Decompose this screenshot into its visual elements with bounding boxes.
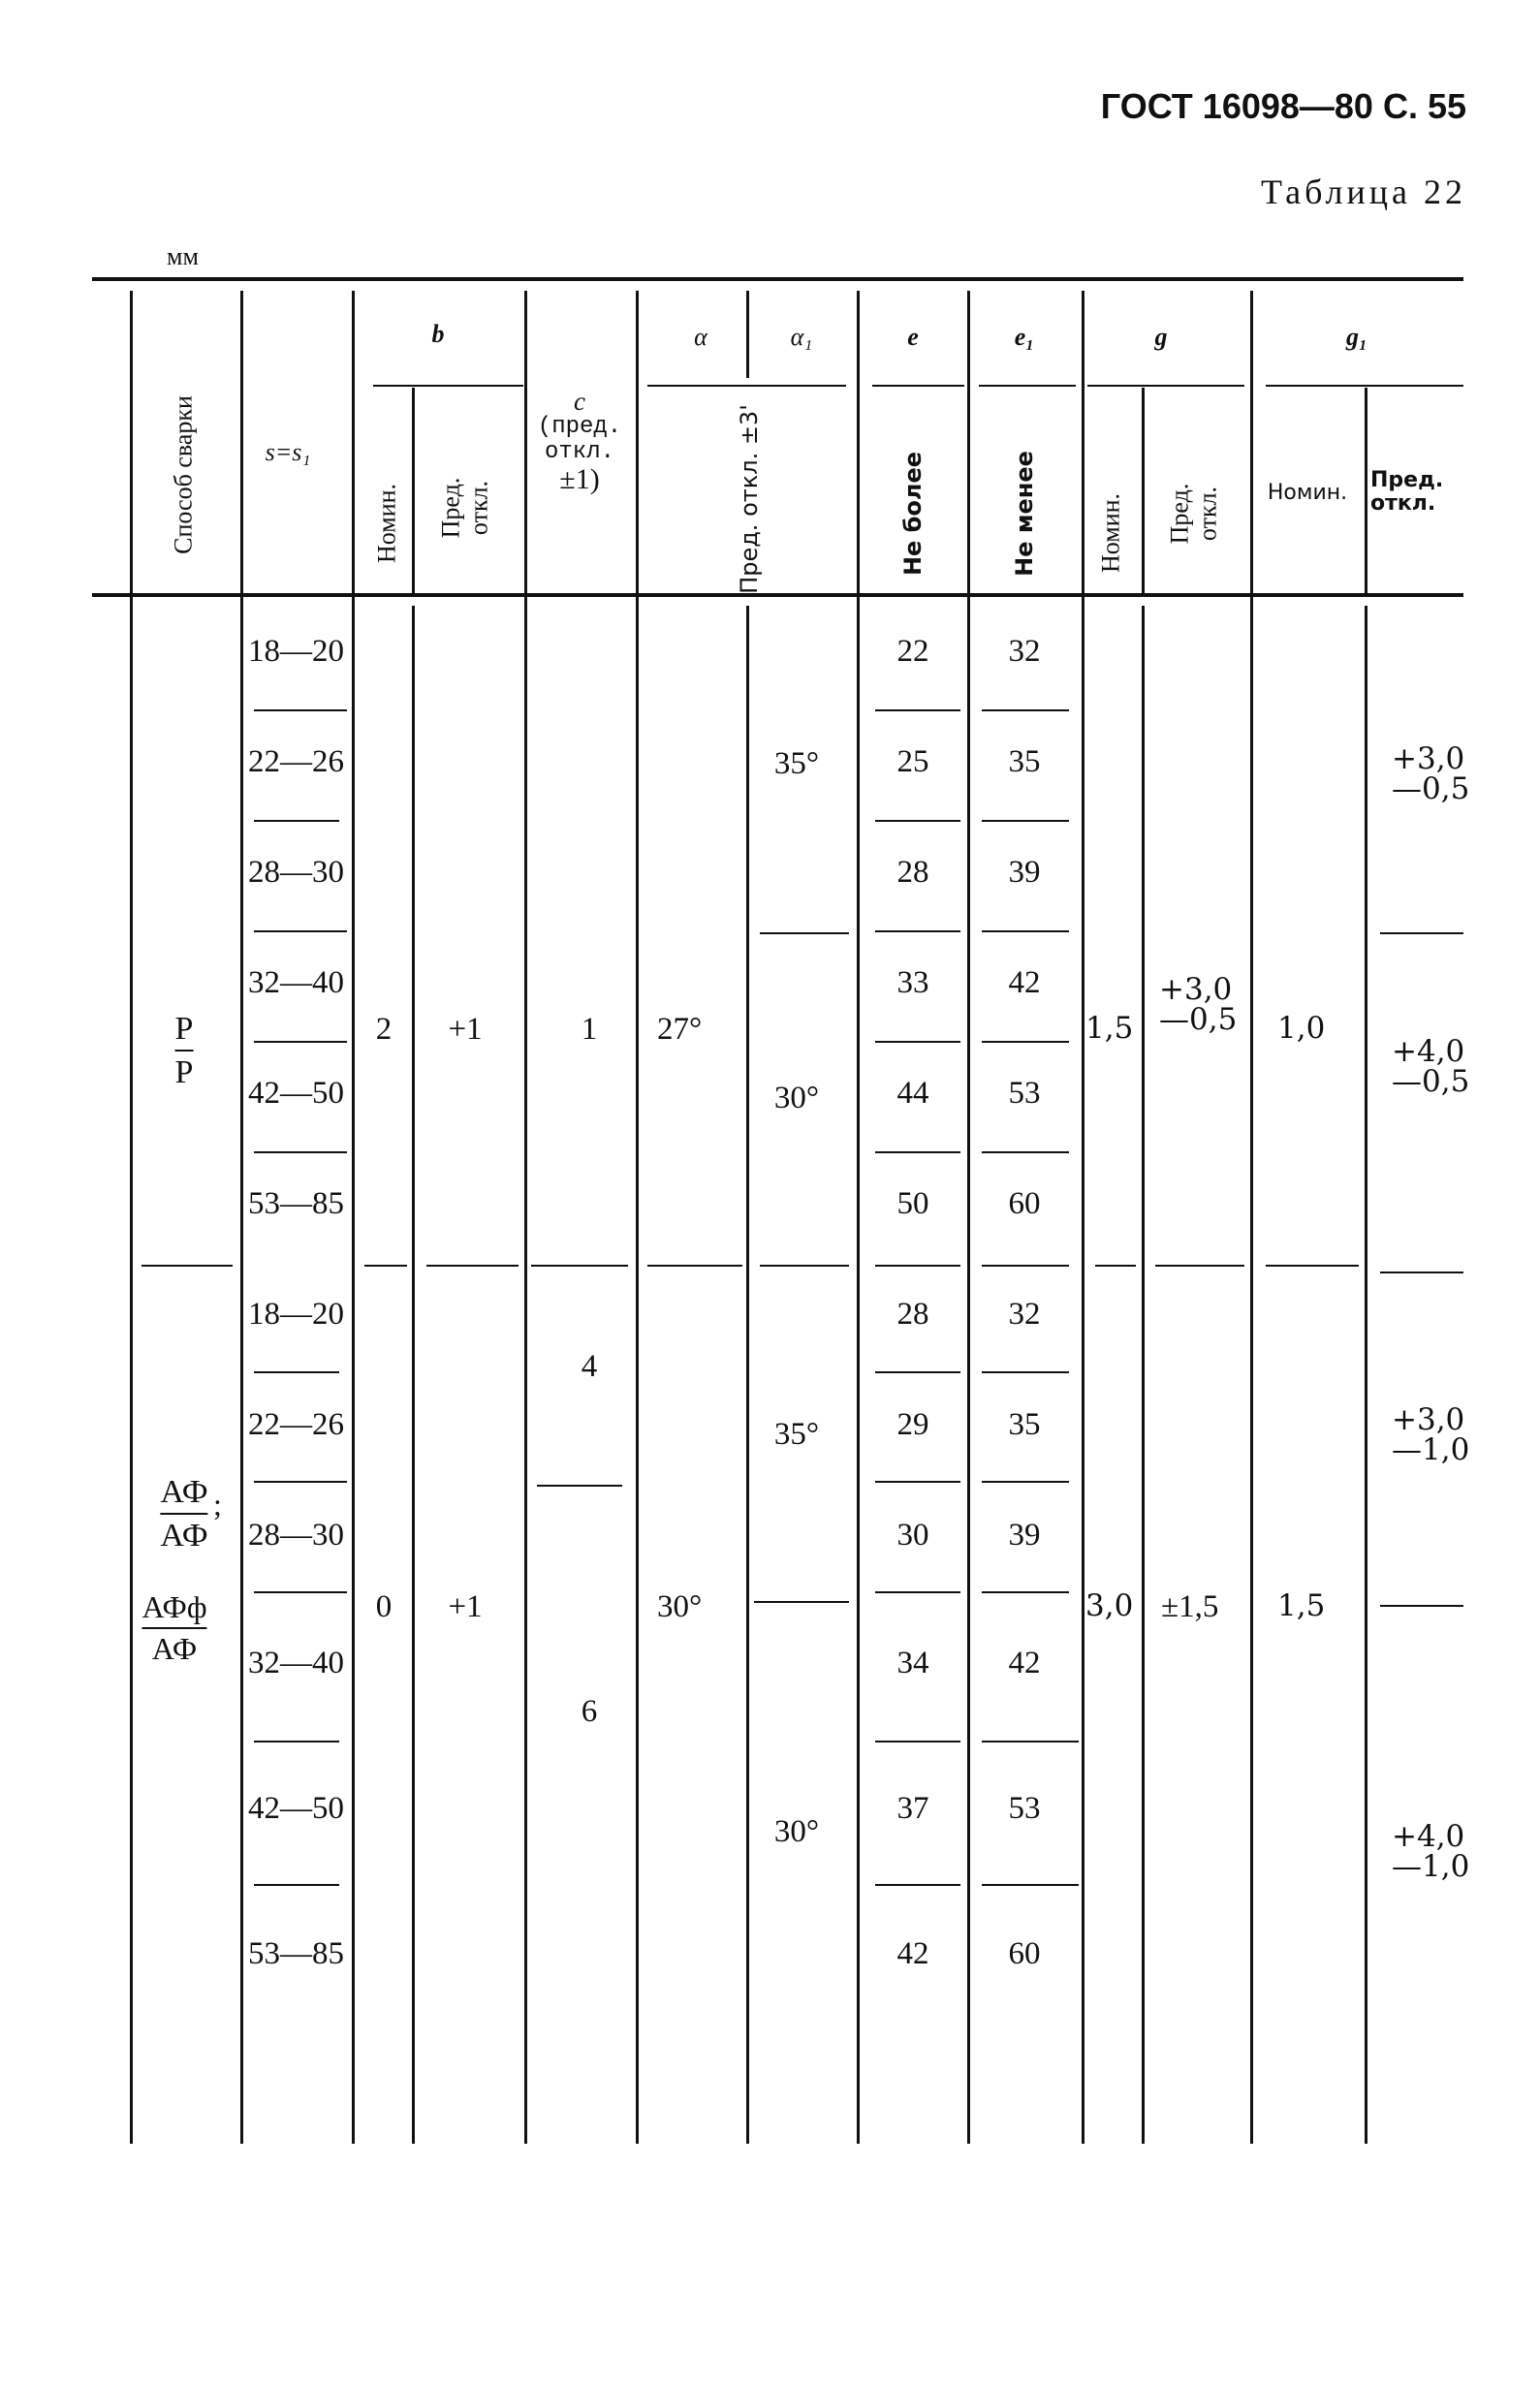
g2-s-2: 28—30: [248, 1518, 344, 1553]
g1-e1-0: 32: [1008, 634, 1041, 669]
g1-g-tol-lower: —0,5: [1159, 1002, 1238, 1037]
table-top-rule: [92, 277, 1463, 281]
g1-g1-nom: 1,0: [1277, 1011, 1326, 1046]
method-r-over-r: [175, 1010, 194, 1091]
group-separator: [875, 1265, 960, 1267]
g1-s-1: 22—26: [248, 744, 344, 779]
g2-s-1: 22—26: [248, 1407, 344, 1442]
g1-g1-tol-b-upper: +4,0: [1392, 1034, 1465, 1069]
row-rule: [982, 1371, 1069, 1373]
row-rule: [254, 1041, 347, 1043]
method-denominator: Р: [174, 1054, 194, 1091]
row-rule: [754, 1601, 849, 1603]
col-header-c-line2: (пред.: [537, 414, 622, 441]
g2-s-5: 53—85: [248, 1936, 344, 1971]
g2-e-3: 34: [896, 1646, 929, 1680]
row-rule: [875, 930, 960, 932]
g1-s-4: 42—50: [248, 1076, 344, 1111]
g1-e1-3: 42: [1008, 965, 1041, 1000]
g1-e-5: 50: [896, 1186, 929, 1221]
g2-e1-4: 53: [1008, 1791, 1041, 1826]
g2-e1-3: 42: [1008, 1646, 1041, 1680]
group-separator: [1155, 1265, 1244, 1267]
col-line: [1082, 291, 1084, 2144]
row-rule: [254, 1481, 347, 1483]
group-separator: [141, 1265, 233, 1267]
g1-e-3: 33: [896, 965, 929, 1000]
row-rule: [982, 1884, 1079, 1886]
g1-e-4: 44: [896, 1076, 929, 1111]
col-header-alpha: α: [694, 323, 707, 351]
col-line: [1142, 606, 1145, 2144]
method-aff-over-af: [141, 1589, 206, 1667]
g1-s-0: 18—20: [248, 634, 344, 669]
g1-alpha1-1: 30°: [773, 1081, 820, 1115]
col-line: [1250, 291, 1253, 2144]
col-header-g1: g₁: [1345, 323, 1368, 351]
group-separator: [531, 1265, 628, 1267]
g1-e-0: 22: [896, 634, 929, 669]
g2-g1-tol-a-upper: +3,0: [1392, 1402, 1465, 1437]
g2-g1-tol-a-lower: —1,0: [1392, 1432, 1470, 1467]
header-sub-rule: [647, 385, 846, 387]
g1-c: 1: [581, 1012, 598, 1047]
col-header-b-tol: Пред. откл.: [436, 477, 492, 539]
row-rule: [982, 1151, 1069, 1153]
units-label: мм: [167, 242, 199, 270]
row-rule: [254, 820, 339, 822]
g1-g1-tol-b: [1392, 1034, 1470, 1099]
col-line: [412, 606, 415, 2144]
row-rule: [875, 709, 960, 711]
col-header-g-nom: Номин.: [1096, 492, 1125, 574]
g1-s-5: 53—85: [248, 1186, 344, 1221]
row-rule: [875, 1151, 960, 1153]
method-af-over-af: [160, 1473, 207, 1554]
row-rule: [875, 1371, 960, 1373]
g2-g1-tol-b: [1392, 1819, 1470, 1884]
header-bottom-rule: [92, 593, 1463, 597]
group-separator: [426, 1265, 519, 1267]
col-line: [857, 291, 860, 2144]
row-rule: [875, 1591, 960, 1593]
col-header-alpha-tol: Пред. откл. ±3': [735, 404, 763, 594]
g1-b-tol: +1: [448, 1012, 483, 1047]
g2-b-nom: 0: [375, 1589, 393, 1624]
g2-g-nom: 3,0: [1085, 1588, 1134, 1623]
g1-e-2: 28: [896, 855, 929, 890]
g1-g1-tol-a: [1392, 741, 1470, 806]
g1-g-tol: [1159, 972, 1238, 1037]
row-rule: [1380, 1605, 1463, 1607]
g2-g-tol: ±1,5: [1161, 1589, 1219, 1624]
col-header-b: b: [431, 320, 445, 348]
g2-s-3: 32—40: [248, 1646, 344, 1680]
row-rule: [254, 1591, 347, 1593]
col-line: [1365, 606, 1367, 2144]
g2-alpha1-0: 35°: [773, 1417, 820, 1452]
row-rule: [254, 1151, 347, 1153]
col-line: [412, 388, 415, 593]
group-separator: [1095, 1265, 1136, 1267]
g2-alpha1-1: 30°: [773, 1814, 820, 1849]
col-header-g1-nom: Номин.: [1267, 481, 1348, 505]
g1-g-tol-upper: +3,0: [1159, 972, 1233, 1007]
g1-g1-tol-b-lower: —0,5: [1392, 1064, 1470, 1099]
g2-e1-5: 60: [1008, 1936, 1041, 1971]
col-header-c-line1: c: [574, 387, 585, 416]
group-separator: [364, 1265, 407, 1267]
g2-s-4: 42—50: [248, 1791, 344, 1826]
col-header-e: e: [907, 323, 919, 351]
method-separator: ;: [213, 1487, 222, 1522]
col-line: [1365, 388, 1367, 593]
col-header-e-sub: Не более: [898, 451, 927, 577]
g1-g1-tol-a-lower: —0,5: [1392, 771, 1470, 806]
row-rule: [1380, 932, 1463, 934]
header-sub-rule: [1087, 385, 1244, 387]
g2-g1-tol-a: [1392, 1402, 1470, 1467]
row-rule: [760, 932, 849, 934]
g2-g1-tol-b-upper: +4,0: [1392, 1819, 1465, 1854]
row-rule: [254, 1741, 339, 1742]
g2-e-1: 29: [896, 1407, 929, 1442]
g2-e-0: 28: [896, 1297, 929, 1332]
header-sub-rule: [1266, 385, 1463, 387]
col-header-method: Способ сварки: [169, 395, 198, 554]
group-separator: [1266, 1265, 1359, 1267]
col-header-e1: e₁: [1014, 323, 1035, 351]
g2-g1-tol-b-lower: —1,0: [1392, 1849, 1470, 1884]
row-rule: [982, 1741, 1079, 1742]
g2-s-0: 18—20: [248, 1297, 344, 1332]
col-header-alpha1: α₁: [790, 323, 813, 351]
g1-e-1: 25: [896, 744, 929, 779]
col-line: [352, 291, 355, 2144]
method-aff-denominator: АФ: [151, 1630, 198, 1666]
g2-b-tol: +1: [448, 1589, 483, 1624]
row-rule: [875, 1741, 960, 1742]
row-rule: [875, 1481, 960, 1483]
g2-e-4: 37: [896, 1791, 929, 1826]
col-line: [636, 291, 639, 2144]
group-separator: [982, 1265, 1069, 1267]
row-rule: [982, 1481, 1069, 1483]
g2-c-1: 6: [581, 1694, 598, 1729]
header-sub-rule: [979, 385, 1076, 387]
g2-alpha: 30°: [657, 1589, 703, 1624]
col-header-c-line3: откл.: [544, 438, 615, 465]
row-rule: [982, 820, 1069, 822]
row-rule: [982, 1041, 1069, 1043]
g1-s-2: 28—30: [248, 855, 344, 890]
row-rule: [254, 1884, 339, 1886]
g1-e1-2: 39: [1008, 855, 1041, 890]
g1-b-nom: 2: [375, 1012, 393, 1047]
g1-g1-tol-a-upper: +3,0: [1392, 741, 1465, 776]
group-separator: [1380, 1271, 1463, 1273]
row-rule: [537, 1485, 622, 1487]
col-line: [967, 291, 970, 2144]
g2-e1-0: 32: [1008, 1297, 1041, 1332]
col-line: [1142, 388, 1145, 593]
col-header-c-line4: ±1): [559, 462, 600, 495]
g1-e1-4: 53: [1008, 1076, 1041, 1111]
method-af-denominator: АФ: [160, 1518, 208, 1554]
g2-c-0: 4: [581, 1349, 598, 1384]
table-label: Таблица 22: [1261, 173, 1466, 211]
g1-g-nom: 1,5: [1085, 1011, 1134, 1046]
col-header-g-tol: Пред. откл.: [1165, 483, 1221, 545]
row-rule: [875, 1884, 960, 1886]
col-header-b-nom: Номин.: [372, 483, 401, 564]
g2-g1-nom: 1,5: [1277, 1588, 1326, 1623]
row-rule: [982, 930, 1069, 932]
method-aff-numerator: АФф: [141, 1589, 207, 1624]
col-header-g: g: [1154, 323, 1168, 351]
col-line: [746, 291, 749, 378]
g2-e1-1: 35: [1008, 1407, 1041, 1442]
row-rule: [982, 709, 1069, 711]
col-header-g1-tol: Пред. откл.: [1370, 468, 1444, 517]
g2-e-5: 42: [896, 1936, 929, 1971]
col-line: [746, 606, 749, 2144]
g2-e-2: 30: [896, 1518, 929, 1553]
row-rule: [254, 709, 347, 711]
row-rule: [875, 820, 960, 822]
row-rule: [982, 1591, 1069, 1593]
col-header-e1-sub: Не менее: [1010, 451, 1038, 577]
document-reference: ГОСТ 16098—80 С. 55: [1100, 86, 1466, 126]
group-separator: [647, 1265, 742, 1267]
col-line: [524, 291, 527, 2144]
g1-alpha: 27°: [657, 1012, 703, 1047]
row-rule: [254, 930, 347, 932]
g2-e1-2: 39: [1008, 1518, 1041, 1553]
col-header-c: [538, 388, 621, 494]
group-separator: [760, 1265, 849, 1267]
g1-alpha1-0: 35°: [773, 746, 820, 781]
col-line: [130, 291, 133, 2144]
g1-e1-5: 60: [1008, 1186, 1041, 1221]
g1-e1-1: 35: [1008, 744, 1041, 779]
g1-s-3: 32—40: [248, 965, 344, 1000]
method-af-numerator: АФ: [160, 1474, 208, 1510]
header-sub-rule: [872, 385, 964, 387]
header-sub-rule: [373, 385, 523, 387]
row-rule: [254, 1371, 339, 1373]
col-header-s: s=s₁: [265, 438, 311, 466]
col-line: [240, 291, 243, 2144]
method-numerator: Р: [174, 1011, 194, 1047]
row-rule: [875, 1041, 960, 1043]
